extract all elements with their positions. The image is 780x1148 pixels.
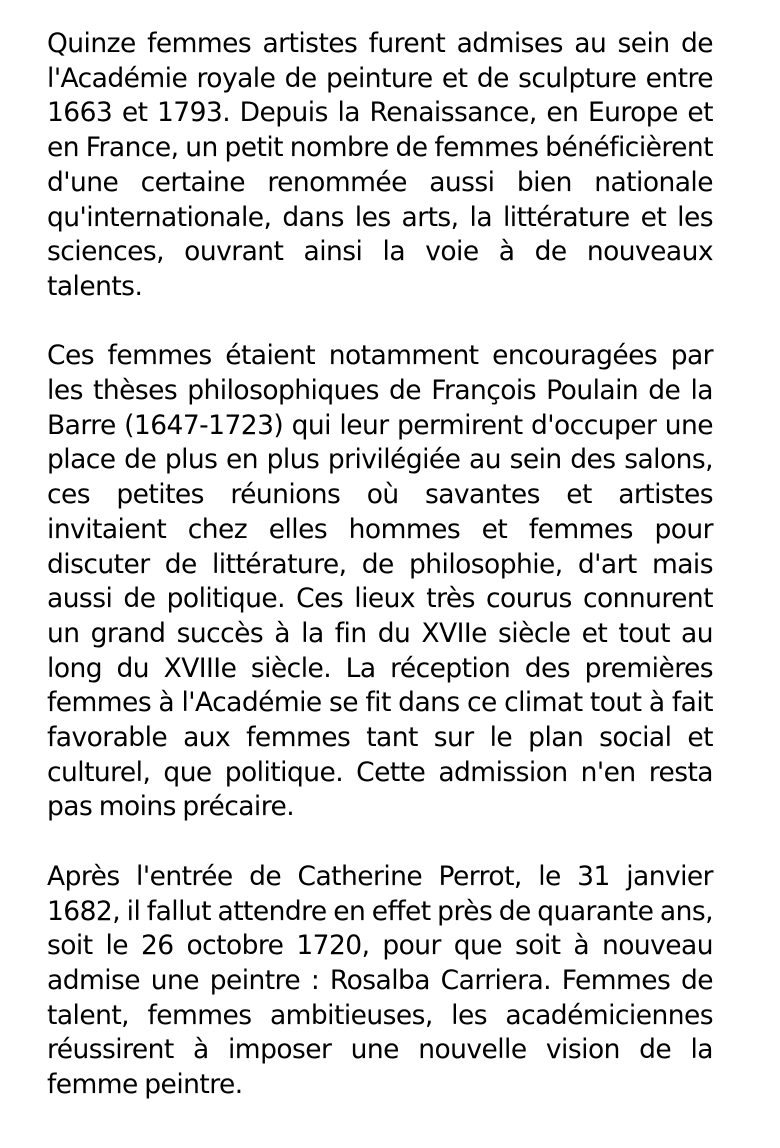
paragraph-2: Ces femmes étaient notamment encouragées par les thèses philosophiques de François Poulain de la Barre (1647-1723) qui leur permirent d'occuper une place de plus en plus privilégiée au sein des salons, ces petites réunions où savantes et artistes invitaient chez elles hommes et femmes pour discuter de littérature, de philosophie, d'art mais aussi de politique. Ces lieux très courus connurent un grand succès à la fin du XVIIe siècle et tout au long du XVIIIe siècle. La réception des premières femmes à l'Académie se fit dans ce climat tout à fait favorable aux femmes tant sur le plan social et culturel, que politique. Cette admission n'en resta pas moins précaire. [47, 340, 713, 823]
paragraph-3: Après l'entrée de Catherine Perrot, le 31 janvier 1682, il fallut attendre en effet près de quarante ans, soit le 26 octobre 1720, pour que soit à nouveau admise une peintre : Rosalba Carriera. Femmes de talent, femmes ambitieuses, les académiciennes réussirent à imposer une nouvelle vision de la femme peintre. [47, 860, 713, 1101]
paragraph-1: Quinze femmes artistes furent admises au sein de l'Académie royale de peinture et de sculpture entre 1663 et 1793. Depuis la Renaissance, en Europe et en France, un petit nombre de femmes bénéficièrent d'une certaine renommée aussi bien nationale qu'internationale, dans les arts, la littérature et les sciences, ouvrant ainsi la voie à de nouveaux talents. [47, 28, 713, 302]
